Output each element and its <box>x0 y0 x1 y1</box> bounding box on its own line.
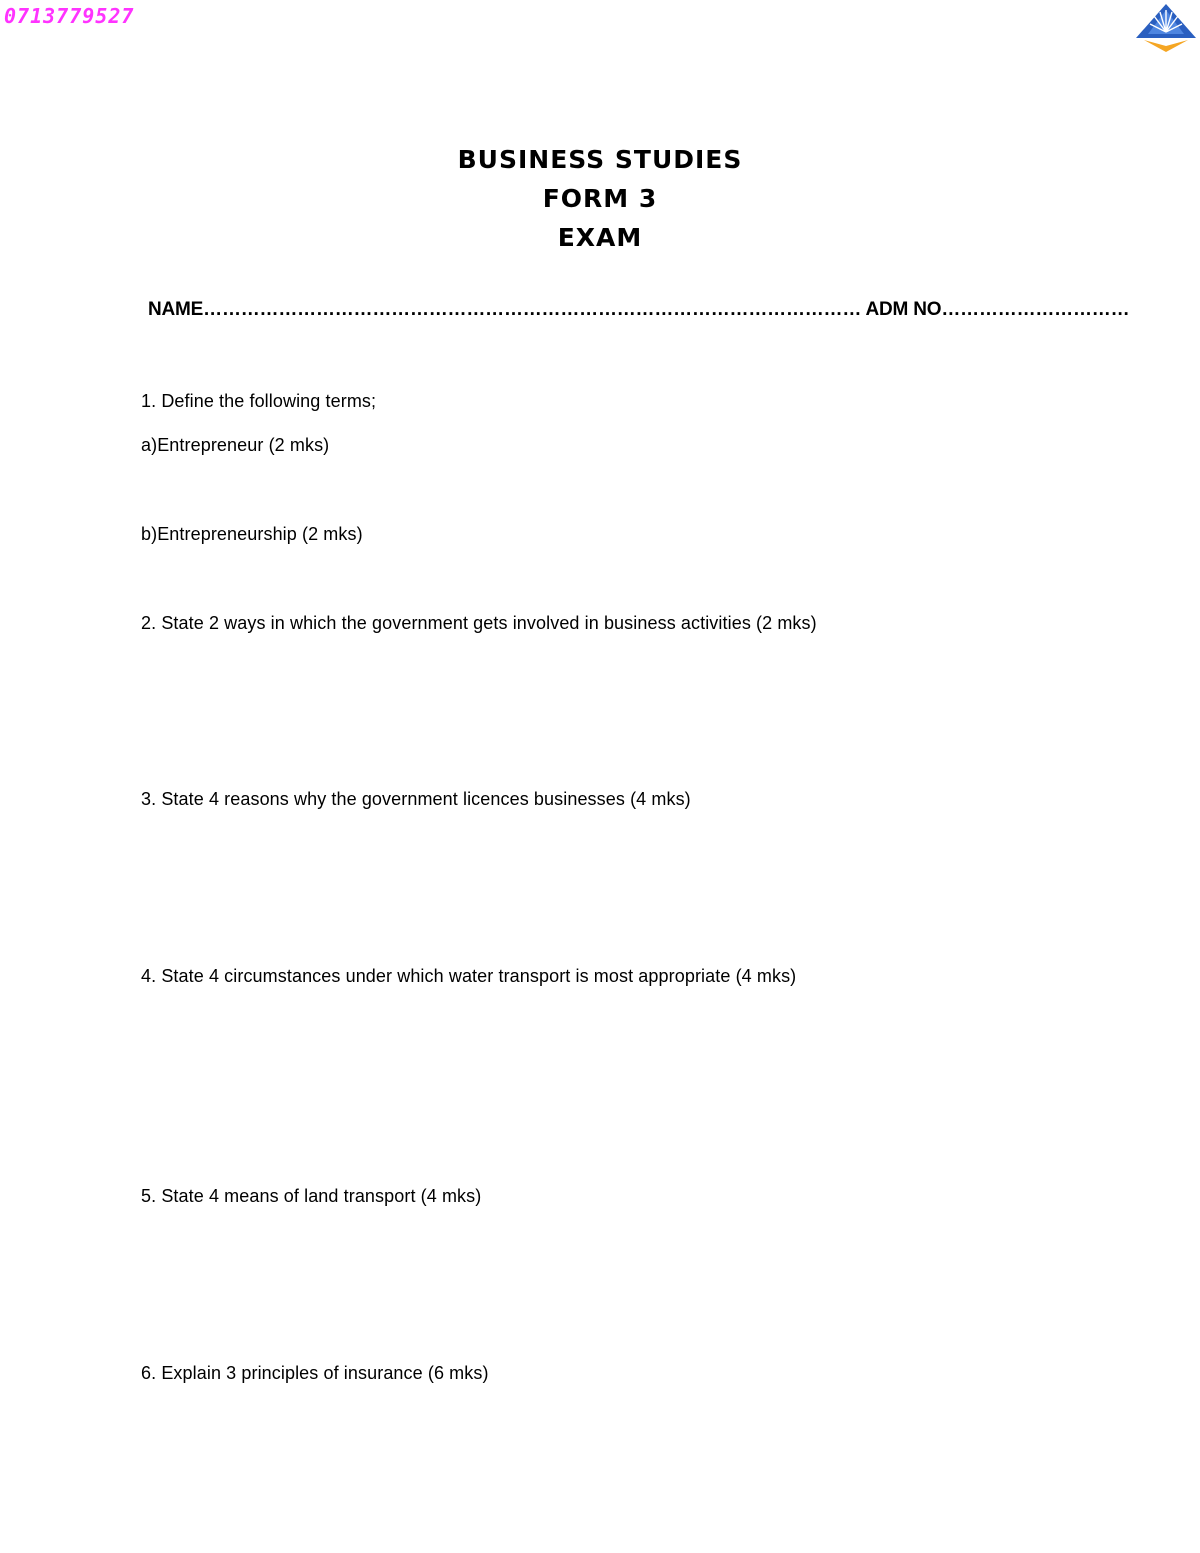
name-adm-line: NAME…………………………………………………………………………………………… ADM NO………………………… <box>148 299 1130 320</box>
question-6: 6. Explain 3 principles of insurance (6 mks) <box>141 1363 489 1383</box>
question-3: 3. State 4 reasons why the government licences businesses (4 mks) <box>141 789 691 809</box>
question-1a: a)Entrepreneur (2 mks) <box>141 435 330 455</box>
question-2: 2. State 2 ways in which the government gets involved in business activities (2 mks) <box>141 613 817 633</box>
question-1: 1. Define the following terms; <box>141 391 377 411</box>
question-5: 5. State 4 means of land transport (4 mks) <box>141 1186 482 1206</box>
pyramid-logo-icon <box>1134 2 1198 54</box>
phone-number: 0713779527 <box>4 4 135 28</box>
question-1b: b)Entrepreneurship (2 mks) <box>141 524 363 544</box>
title-form: FORM 3 <box>542 184 658 213</box>
question-4: 4. State 4 circumstances under which water transport is most appropriate (4 mks) <box>141 966 797 986</box>
title-exam: EXAM <box>557 223 643 252</box>
title-subject: BUSINESS STUDIES <box>457 145 743 174</box>
exam-title <box>0 140 1200 257</box>
